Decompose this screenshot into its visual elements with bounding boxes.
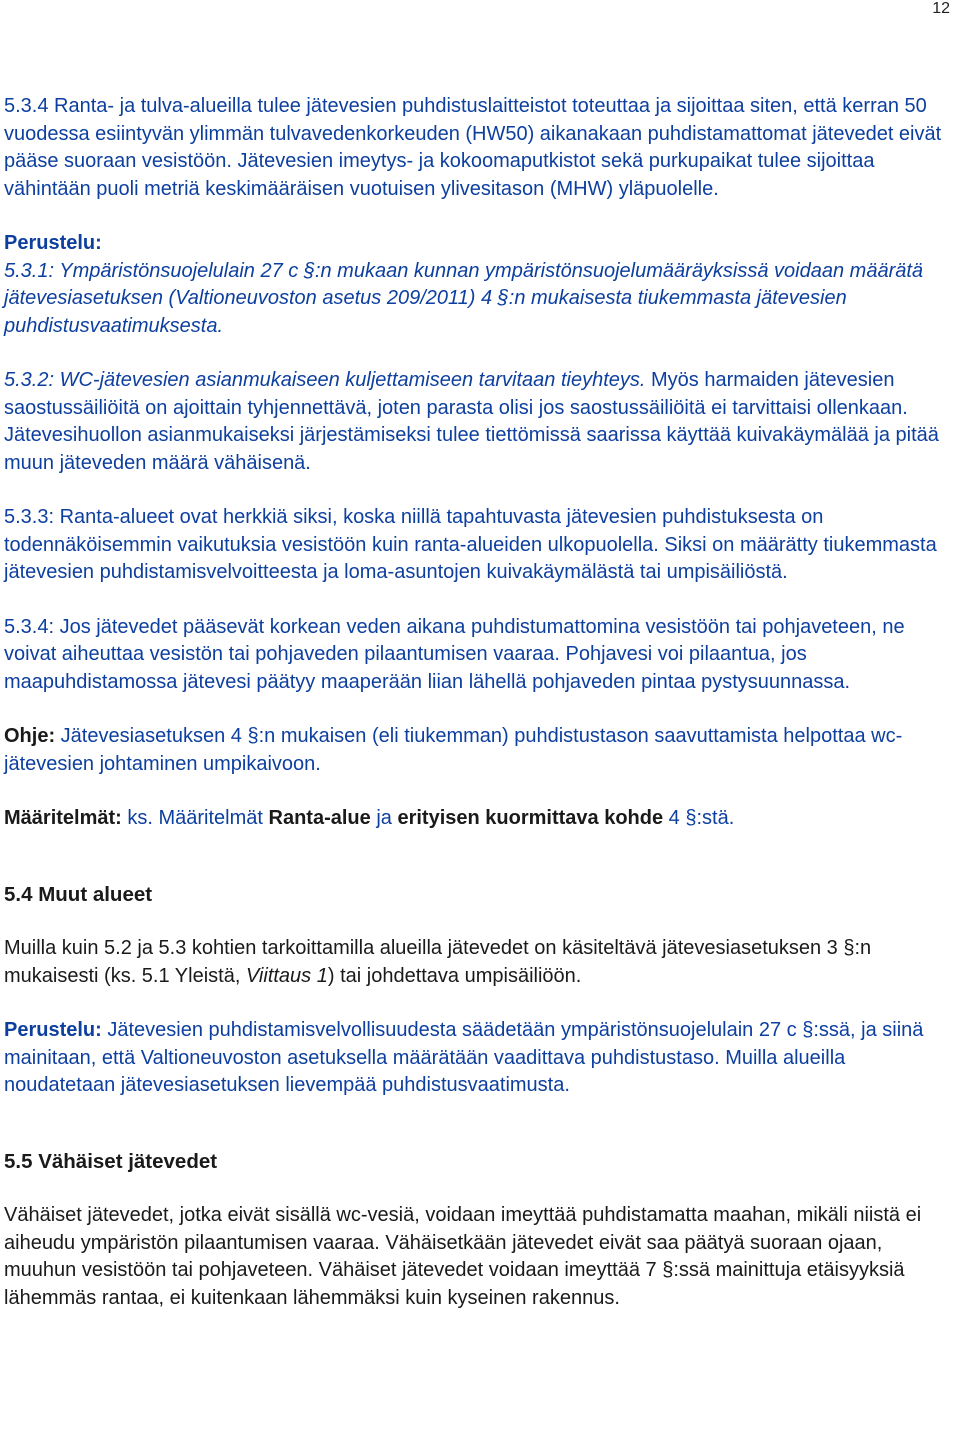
s54-perustelu-text-2: Muilla alueilla noudatetaan jätevesiasetuksen lievempää puhdistusvaatimusta. xyxy=(4,1046,846,1096)
section-5-5-body: Vähäiset jätevedet, jotka eivät sisällä wc-vesiä, voidaan imeyttää puhdistamatta maahan, mikäli niistä ei aiheudu ympäristön pilaantumisen vaaraa. Vähäisetkään jätevedet eivät saa päätyä suoraan ojaan, muuhun vesistöön tai pohjaveteen. Vähäiset jätevedet voidaan imeyttää 7 §:ssä mainittuja etäisyyksiä lähemmäs rantaa, ei kuitenkaan lähemmäksi kuin kyseinen rakennus. xyxy=(4,1204,922,1309)
s54-perustelu-text-1: Jätevesien puhdistamisvelvollisuudesta säädetään ympäristönsuojelulain 27 c §:ssä, ja siinä mainitaan, että Valtioneuvoston asetuksella määrätään vaadittava puhdistustaso. xyxy=(4,1019,924,1069)
maaritelmat-text-2: ja xyxy=(370,807,398,829)
p532-part-2: Myös harmaiden jätevesien saostussäiliöitä on ajoittain tyhjennettävä, joten parasta olisi jos saostussäiliöitä ei tarvittaisi ollenkaan. xyxy=(4,369,908,419)
s54-body-2: ) tai johdettava umpisäiliöön. xyxy=(327,964,582,987)
p534-part-2: Pohjavesi voi pilaantua, jos maapuhdistamossa jätevesi päätyy maaperään liian lähellä pohjaveden pintaa pystysuunnassa. xyxy=(4,643,851,693)
term-erityisen-kuormittava-kohde: erityisen kuormittava kohde xyxy=(397,807,664,829)
section-5-5-heading: 5.5 Vähäiset jätevedet xyxy=(4,1149,218,1173)
s54-body-italic: Viittaus 1 xyxy=(245,964,328,987)
section-5-4-perustelu xyxy=(4,1017,954,1100)
p532-part-3: Jätevesihuollon asianmukaiseksi järjestämiseksi tulee tiettömissä saarissa käyttää kuivakäymälää ja pitää muun jäteveden määrä vähäisenä. xyxy=(4,424,939,474)
section-5-4-heading: 5.4 Muut alueet xyxy=(4,882,153,906)
p533-part-1: 5.3.3: Ranta-alueet ovat herkkiä siksi, koska niillä tapahtuvasta jätevesien puhdistuksesta on todennäköisemmin vaikutuksia vesistöön kuin ranta-alueiden ulkopuolella. xyxy=(4,506,824,556)
document-body xyxy=(4,93,954,1312)
p533-part-2: Siksi on määrätty tiukemmasta jätevesien puhdistamisvelvoitteesta ja loma-asuntojen kuivakäymälästä tai umpisäiliöstä. xyxy=(4,533,937,583)
ohje-label: Ohje: xyxy=(4,725,56,747)
ohje-paragraph xyxy=(4,723,954,778)
page-number: 12 xyxy=(932,0,950,17)
s54-perustelu-label: Perustelu: xyxy=(4,1019,102,1041)
maaritelmat-paragraph xyxy=(4,805,954,833)
maaritelmat-label: Määritelmät: xyxy=(4,807,122,829)
ohje-text: Jätevesiasetuksen 4 §:n mukaisen (eli tiukemman) puhdistustason saavuttamista helpottaa wc-jätevesien johtaminen umpikaivoon. xyxy=(4,725,903,775)
p534-part-1: 5.3.4: Jos jätevedet pääsevät korkean veden aikana puhdistumattomina vesistöön tai pohjaveteen, ne voivat aiheuttaa vesistön tai pohjaveden pilaantumisen vaaraa. xyxy=(4,615,905,665)
paragraph-5-3-2-rationale xyxy=(4,367,954,477)
maaritelmat-text-3: 4 §:stä. xyxy=(663,807,735,829)
maaritelmat-text-1: ks. Määritelmät xyxy=(121,807,269,829)
paragraph-5-3-4-rationale xyxy=(4,614,954,697)
paragraph-5-3-3-rationale xyxy=(4,504,954,587)
term-ranta-alue: Ranta-alue xyxy=(268,807,371,829)
perustelu-label: Perustelu: xyxy=(4,232,102,254)
s54-body-1: Muilla kuin 5.2 ja 5.3 kohtien tarkoittamilla alueilla jätevedet on käsiteltävä jätevesiasetuksen 3 §:n mukaisesti (ks. 5.1 Yleistä, xyxy=(4,937,872,987)
p532-part-1: 5.3.2: WC-jätevesien asianmukaiseen kuljettamiseen tarvitaan tieyhteys. xyxy=(4,369,646,391)
paragraph-5-3-1-rationale: 5.3.1: Ympäristönsuojelulain 27 c §:n mukaan kunnan ympäristönsuojelumääräyksissä voidaan määrätä jätevesiasetuksen (Valtioneuvoston asetus 209/2011) 4 §:n mukaisesta tiukemmasta jätevesien puhdistusvaatimuksesta. xyxy=(4,259,924,337)
section-5-4-body xyxy=(4,935,954,990)
paragraph-5-3-4-rule: 5.3.4 Ranta- ja tulva-alueilla tulee jätevesien puhdistuslaitteistot toteuttaa ja sijoittaa siten, että kerran 50 vuodessa esiintyvän ylimmän tulvavedenkorkeuden (HW50) aikanakaan puhdistamattomat jätevedet eivät pääse suoraan vesistöön. Jätevesien imeytys- ja kokoomaputkistot sekä purkupaikat tulee sijoittaa vähintään puoli metriä keskimääräisen vuotuisen ylivesitason (MHW) yläpuolelle. xyxy=(4,95,942,200)
